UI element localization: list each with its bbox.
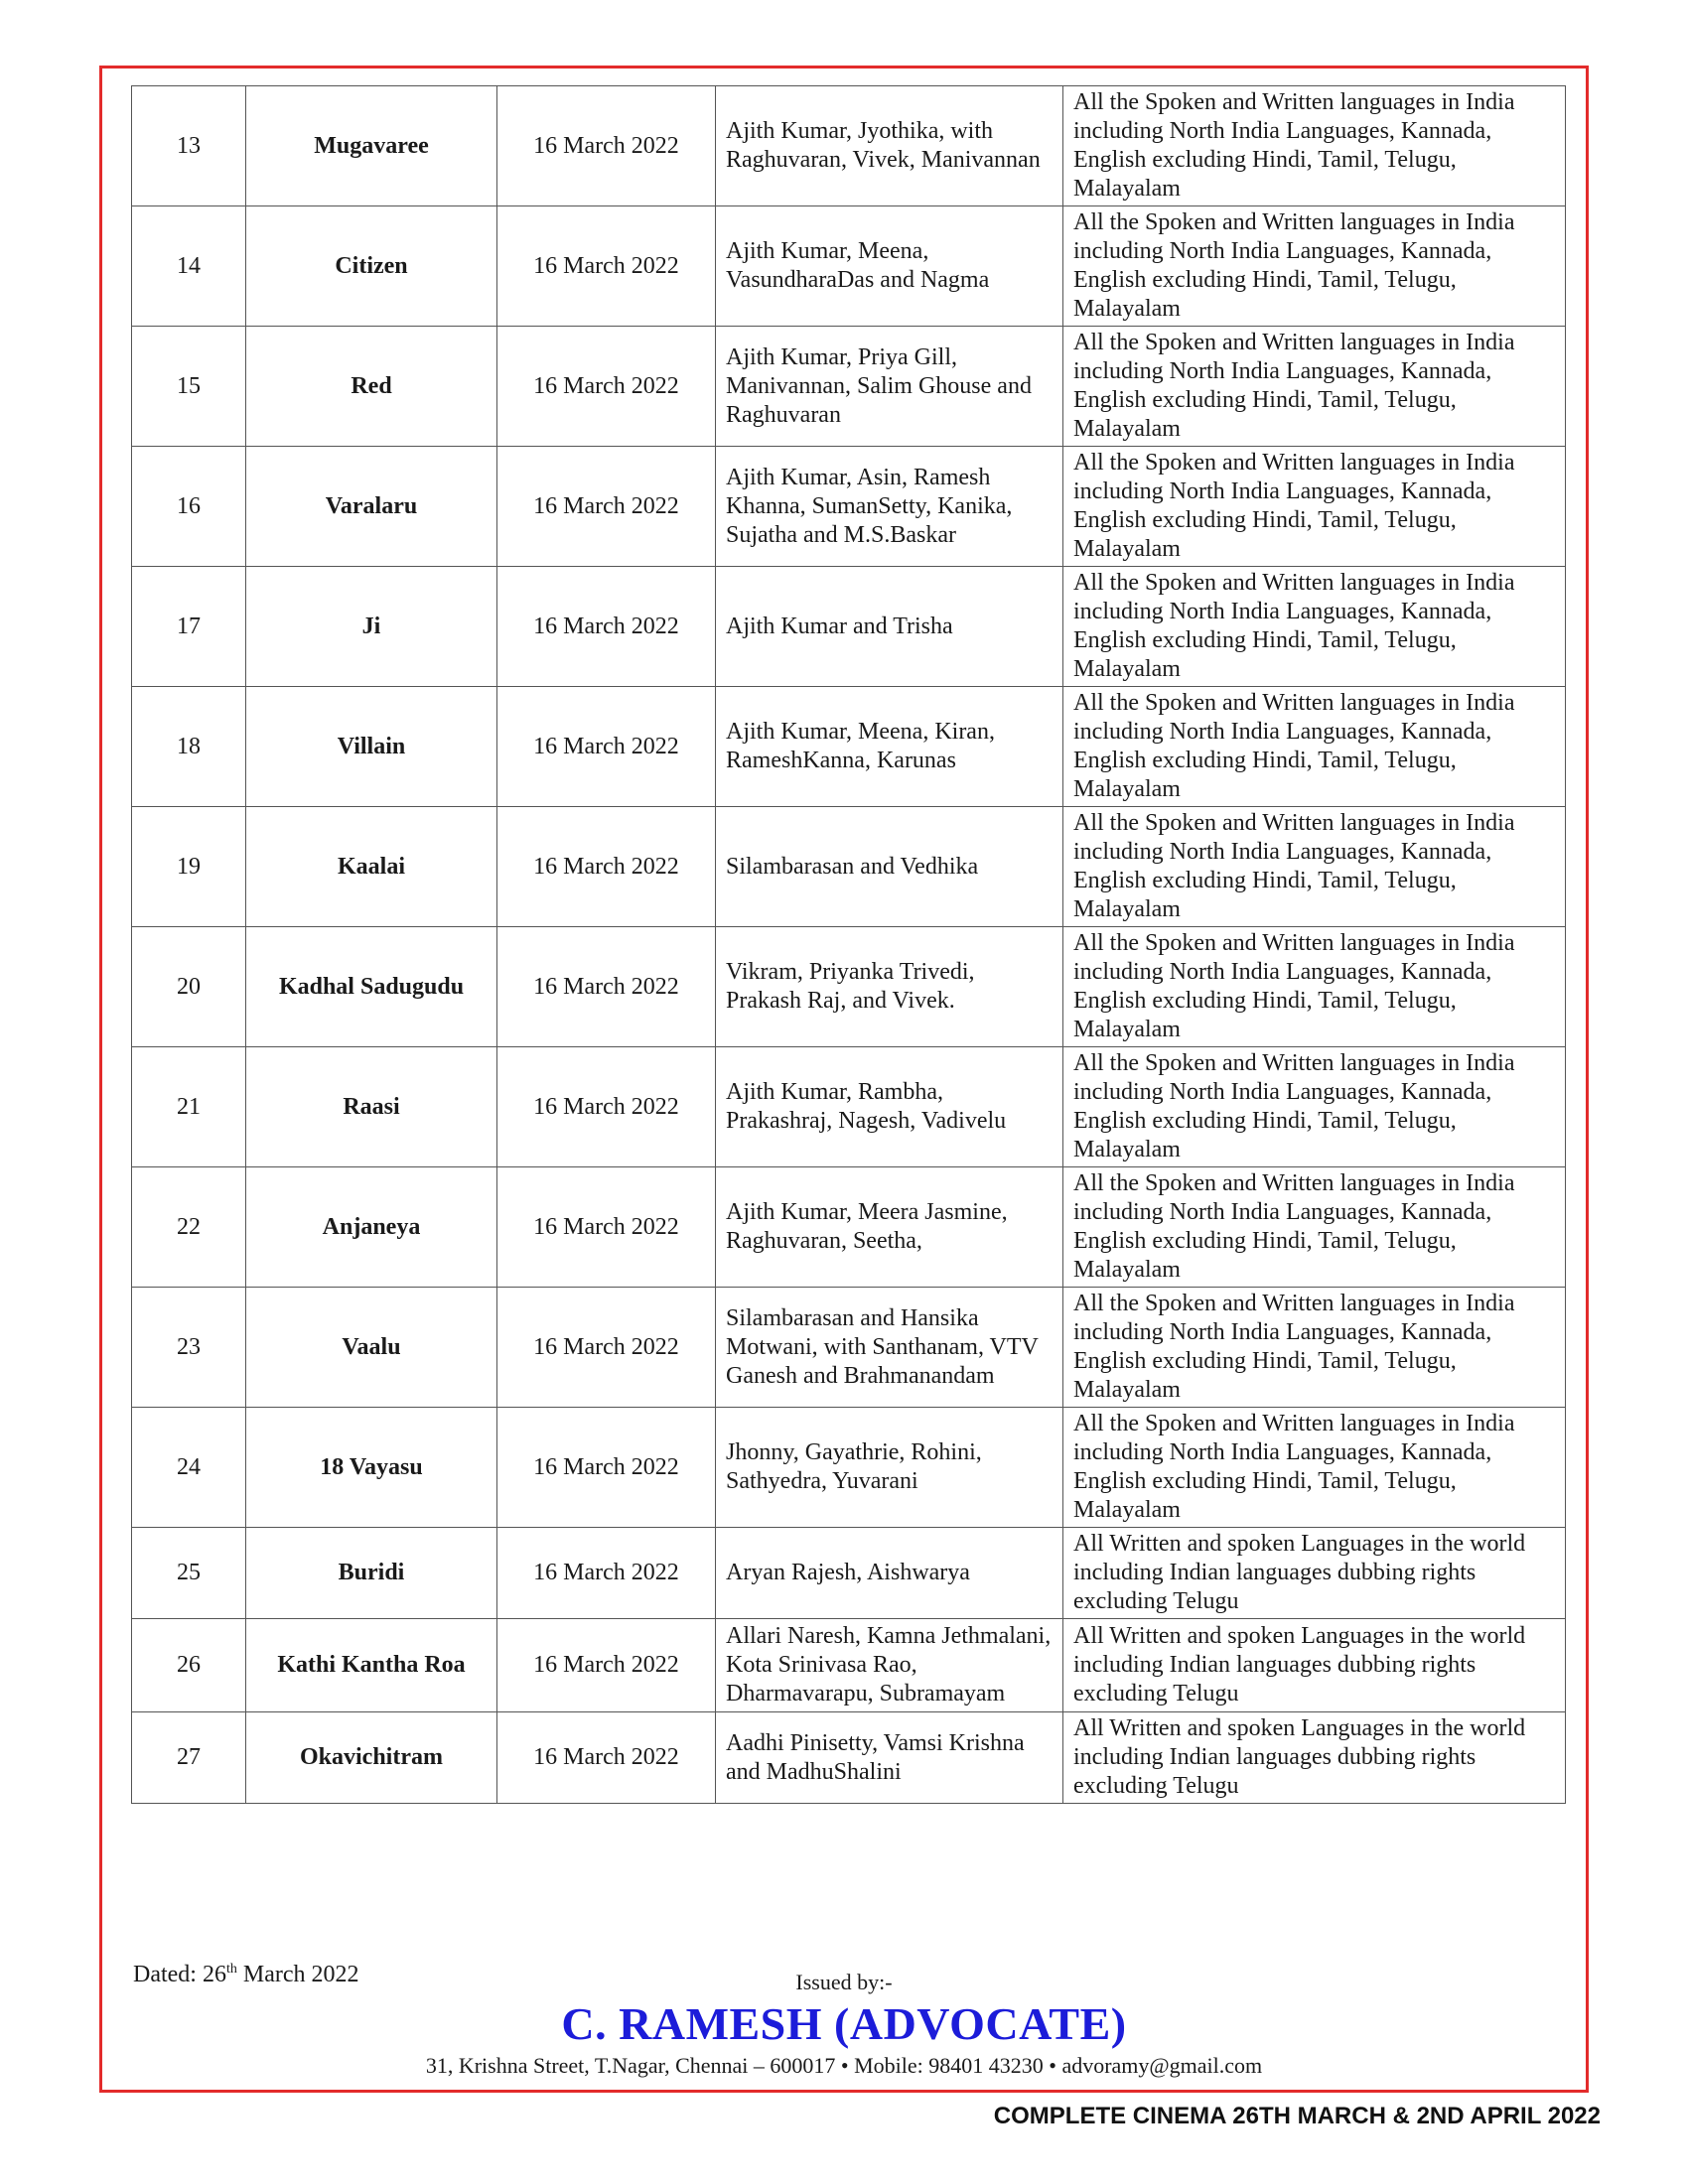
dated-prefix: Dated: 26 xyxy=(133,1962,226,1987)
cast-cell: Silambarasan and Hansika Motwani, with Santhanam, VTV Ganesh and Brahmanandam xyxy=(716,1288,1063,1408)
issued-by-label: Issued by:- xyxy=(795,1970,893,1994)
cast-cell: Ajith Kumar, Asin, Ramesh Khanna, SumanSetty, Kanika, Sujatha and M.S.Baskar xyxy=(716,447,1063,567)
rights-cell: All the Spoken and Written languages in India including North India Languages, Kannada, English excluding Hindi, Tamil, Telugu, Malayalam xyxy=(1063,1047,1566,1167)
film-title-cell: Raasi xyxy=(246,1047,497,1167)
rights-cell: All the Spoken and Written languages in India including North India Languages, Kannada, English excluding Hindi, Tamil, Telugu, Malayalam xyxy=(1063,567,1566,687)
date-cell: 16 March 2022 xyxy=(497,567,716,687)
film-title-cell: Red xyxy=(246,327,497,447)
rights-cell: All Written and spoken Languages in the world including Indian languages dubbing rights excluding Telugu xyxy=(1063,1712,1566,1804)
serial-number-cell: 14 xyxy=(132,206,246,327)
film-title-cell: Buridi xyxy=(246,1528,497,1619)
film-title-cell: Vaalu xyxy=(246,1288,497,1408)
date-cell: 16 March 2022 xyxy=(497,327,716,447)
serial-number-cell: 25 xyxy=(132,1528,246,1619)
serial-number-cell: 27 xyxy=(132,1712,246,1804)
table-row xyxy=(132,1288,1566,1408)
serial-number-cell: 19 xyxy=(132,807,246,927)
film-title-cell: Okavichitram xyxy=(246,1712,497,1804)
rights-cell: All the Spoken and Written languages in India including North India Languages, Kannada, English excluding Hindi, Tamil, Telugu, Malayalam xyxy=(1063,1408,1566,1528)
publication-footer: COMPLETE CINEMA 26TH MARCH & 2ND APRIL 2022 xyxy=(993,2103,1601,2129)
rights-table xyxy=(131,85,1566,1804)
serial-number-cell: 21 xyxy=(132,1047,246,1167)
cast-cell: Allari Naresh, Kamna Jethmalani, Kota Srinivasa Rao, Dharmavarapu, Subramayam xyxy=(716,1619,1063,1712)
date-cell: 16 March 2022 xyxy=(497,687,716,807)
serial-number-cell: 15 xyxy=(132,327,246,447)
date-cell: 16 March 2022 xyxy=(497,206,716,327)
film-title-cell: Kathi Kantha Roa xyxy=(246,1619,497,1712)
date-cell: 16 March 2022 xyxy=(497,1047,716,1167)
date-cell: 16 March 2022 xyxy=(497,1712,716,1804)
rights-cell: All the Spoken and Written languages in India including North India Languages, Kannada, English excluding Hindi, Tamil, Telugu, Malayalam xyxy=(1063,1288,1566,1408)
rights-cell: All the Spoken and Written languages in India including North India Languages, Kannada, English excluding Hindi, Tamil, Telugu, Malayalam xyxy=(1063,327,1566,447)
rights-cell: All Written and spoken Languages in the world including Indian languages dubbing rights excluding Telugu xyxy=(1063,1619,1566,1712)
rights-cell: All the Spoken and Written languages in India including North India Languages, Kannada, English excluding Hindi, Tamil, Telugu, Malayalam xyxy=(1063,1167,1566,1288)
advocate-address: 31, Krishna Street, T.Nagar, Chennai – 600017 • Mobile: 98401 43230 • advoramy@gmail.com xyxy=(425,2053,1263,2078)
serial-number-cell: 24 xyxy=(132,1408,246,1528)
film-title-cell: Citizen xyxy=(246,206,497,327)
rights-cell: All the Spoken and Written languages in India including North India Languages, Kannada, English excluding Hindi, Tamil, Telugu, Malayalam xyxy=(1063,206,1566,327)
film-title-cell: 18 Vayasu xyxy=(246,1408,497,1528)
table-row xyxy=(132,1712,1566,1804)
date-cell: 16 March 2022 xyxy=(497,1619,716,1712)
film-title-cell: Varalaru xyxy=(246,447,497,567)
serial-number-cell: 17 xyxy=(132,567,246,687)
table-row xyxy=(132,327,1566,447)
rights-cell: All the Spoken and Written languages in India including North India Languages, Kannada, English excluding Hindi, Tamil, Telugu, Malayalam xyxy=(1063,86,1566,206)
dated-month-year: March 2022 xyxy=(236,1962,359,1987)
cast-cell: Ajith Kumar and Trisha xyxy=(716,567,1063,687)
table-row xyxy=(132,447,1566,567)
table-row xyxy=(132,1167,1566,1288)
date-cell: 16 March 2022 xyxy=(497,1288,716,1408)
table-row xyxy=(132,1528,1566,1619)
table-row xyxy=(132,807,1566,927)
serial-number-cell: 26 xyxy=(132,1619,246,1712)
film-title-cell: Mugavaree xyxy=(246,86,497,206)
rights-cell: All the Spoken and Written languages in India including North India Languages, Kannada, English excluding Hindi, Tamil, Telugu, Malayalam xyxy=(1063,447,1566,567)
cast-cell: Vikram, Priyanka Trivedi, Prakash Raj, and Vivek. xyxy=(716,927,1063,1047)
film-title-cell: Villain xyxy=(246,687,497,807)
date-cell: 16 March 2022 xyxy=(497,807,716,927)
serial-number-cell: 20 xyxy=(132,927,246,1047)
serial-number-cell: 18 xyxy=(132,687,246,807)
date-cell: 16 March 2022 xyxy=(497,1528,716,1619)
film-title-cell: Ji xyxy=(246,567,497,687)
date-cell: 16 March 2022 xyxy=(497,86,716,206)
rights-cell: All the Spoken and Written languages in India including North India Languages, Kannada, English excluding Hindi, Tamil, Telugu, Malayalam xyxy=(1063,687,1566,807)
table-row xyxy=(132,1619,1566,1712)
cast-cell: Aadhi Pinisetty, Vamsi Krishna and MadhuShalini xyxy=(716,1712,1063,1804)
dated-suffix-ordinal: th xyxy=(225,1962,237,1977)
table-row xyxy=(132,927,1566,1047)
rights-cell: All Written and spoken Languages in the world including Indian languages dubbing rights excluding Telugu xyxy=(1063,1528,1566,1619)
serial-number-cell: 22 xyxy=(132,1167,246,1288)
table-row xyxy=(132,206,1566,327)
date-cell: 16 March 2022 xyxy=(497,1408,716,1528)
film-title-cell: Kaalai xyxy=(246,807,497,927)
table-row xyxy=(132,86,1566,206)
table-row xyxy=(132,687,1566,807)
date-cell: 16 March 2022 xyxy=(497,927,716,1047)
cast-cell: Jhonny, Gayathrie, Rohini, Sathyedra, Yuvarani xyxy=(716,1408,1063,1528)
film-title-cell: Anjaneya xyxy=(246,1167,497,1288)
rights-cell: All the Spoken and Written languages in India including North India Languages, Kannada, English excluding Hindi, Tamil, Telugu, Malayalam xyxy=(1063,807,1566,927)
date-cell: 16 March 2022 xyxy=(497,1167,716,1288)
cast-cell: Ajith Kumar, Jyothika, with Raghuvaran, Vivek, Manivannan xyxy=(716,86,1063,206)
serial-number-cell: 13 xyxy=(132,86,246,206)
serial-number-cell: 16 xyxy=(132,447,246,567)
date-cell: 16 March 2022 xyxy=(497,447,716,567)
table-row xyxy=(132,1047,1566,1167)
cast-cell: Ajith Kumar, Meena, Kiran, RameshKanna, Karunas xyxy=(716,687,1063,807)
table-row xyxy=(132,567,1566,687)
table-row xyxy=(132,1408,1566,1528)
cast-cell: Aryan Rajesh, Aishwarya xyxy=(716,1528,1063,1619)
rights-cell: All the Spoken and Written languages in India including North India Languages, Kannada, English excluding Hindi, Tamil, Telugu, Malayalam xyxy=(1063,927,1566,1047)
serial-number-cell: 23 xyxy=(132,1288,246,1408)
film-title-cell: Kadhal Sadugudu xyxy=(246,927,497,1047)
cast-cell: Silambarasan and Vedhika xyxy=(716,807,1063,927)
cast-cell: Ajith Kumar, Priya Gill, Manivannan, Salim Ghouse and Raghuvaran xyxy=(716,327,1063,447)
cast-cell: Ajith Kumar, Rambha, Prakashraj, Nagesh, Vadivelu xyxy=(716,1047,1063,1167)
advocate-name: C. RAMESH (ADVOCATE) xyxy=(561,1998,1127,2049)
cast-cell: Ajith Kumar, Meera Jasmine, Raghuvaran, Seetha, xyxy=(716,1167,1063,1288)
rights-table-body xyxy=(132,86,1566,1804)
cast-cell: Ajith Kumar, Meena, VasundharaDas and Nagma xyxy=(716,206,1063,327)
